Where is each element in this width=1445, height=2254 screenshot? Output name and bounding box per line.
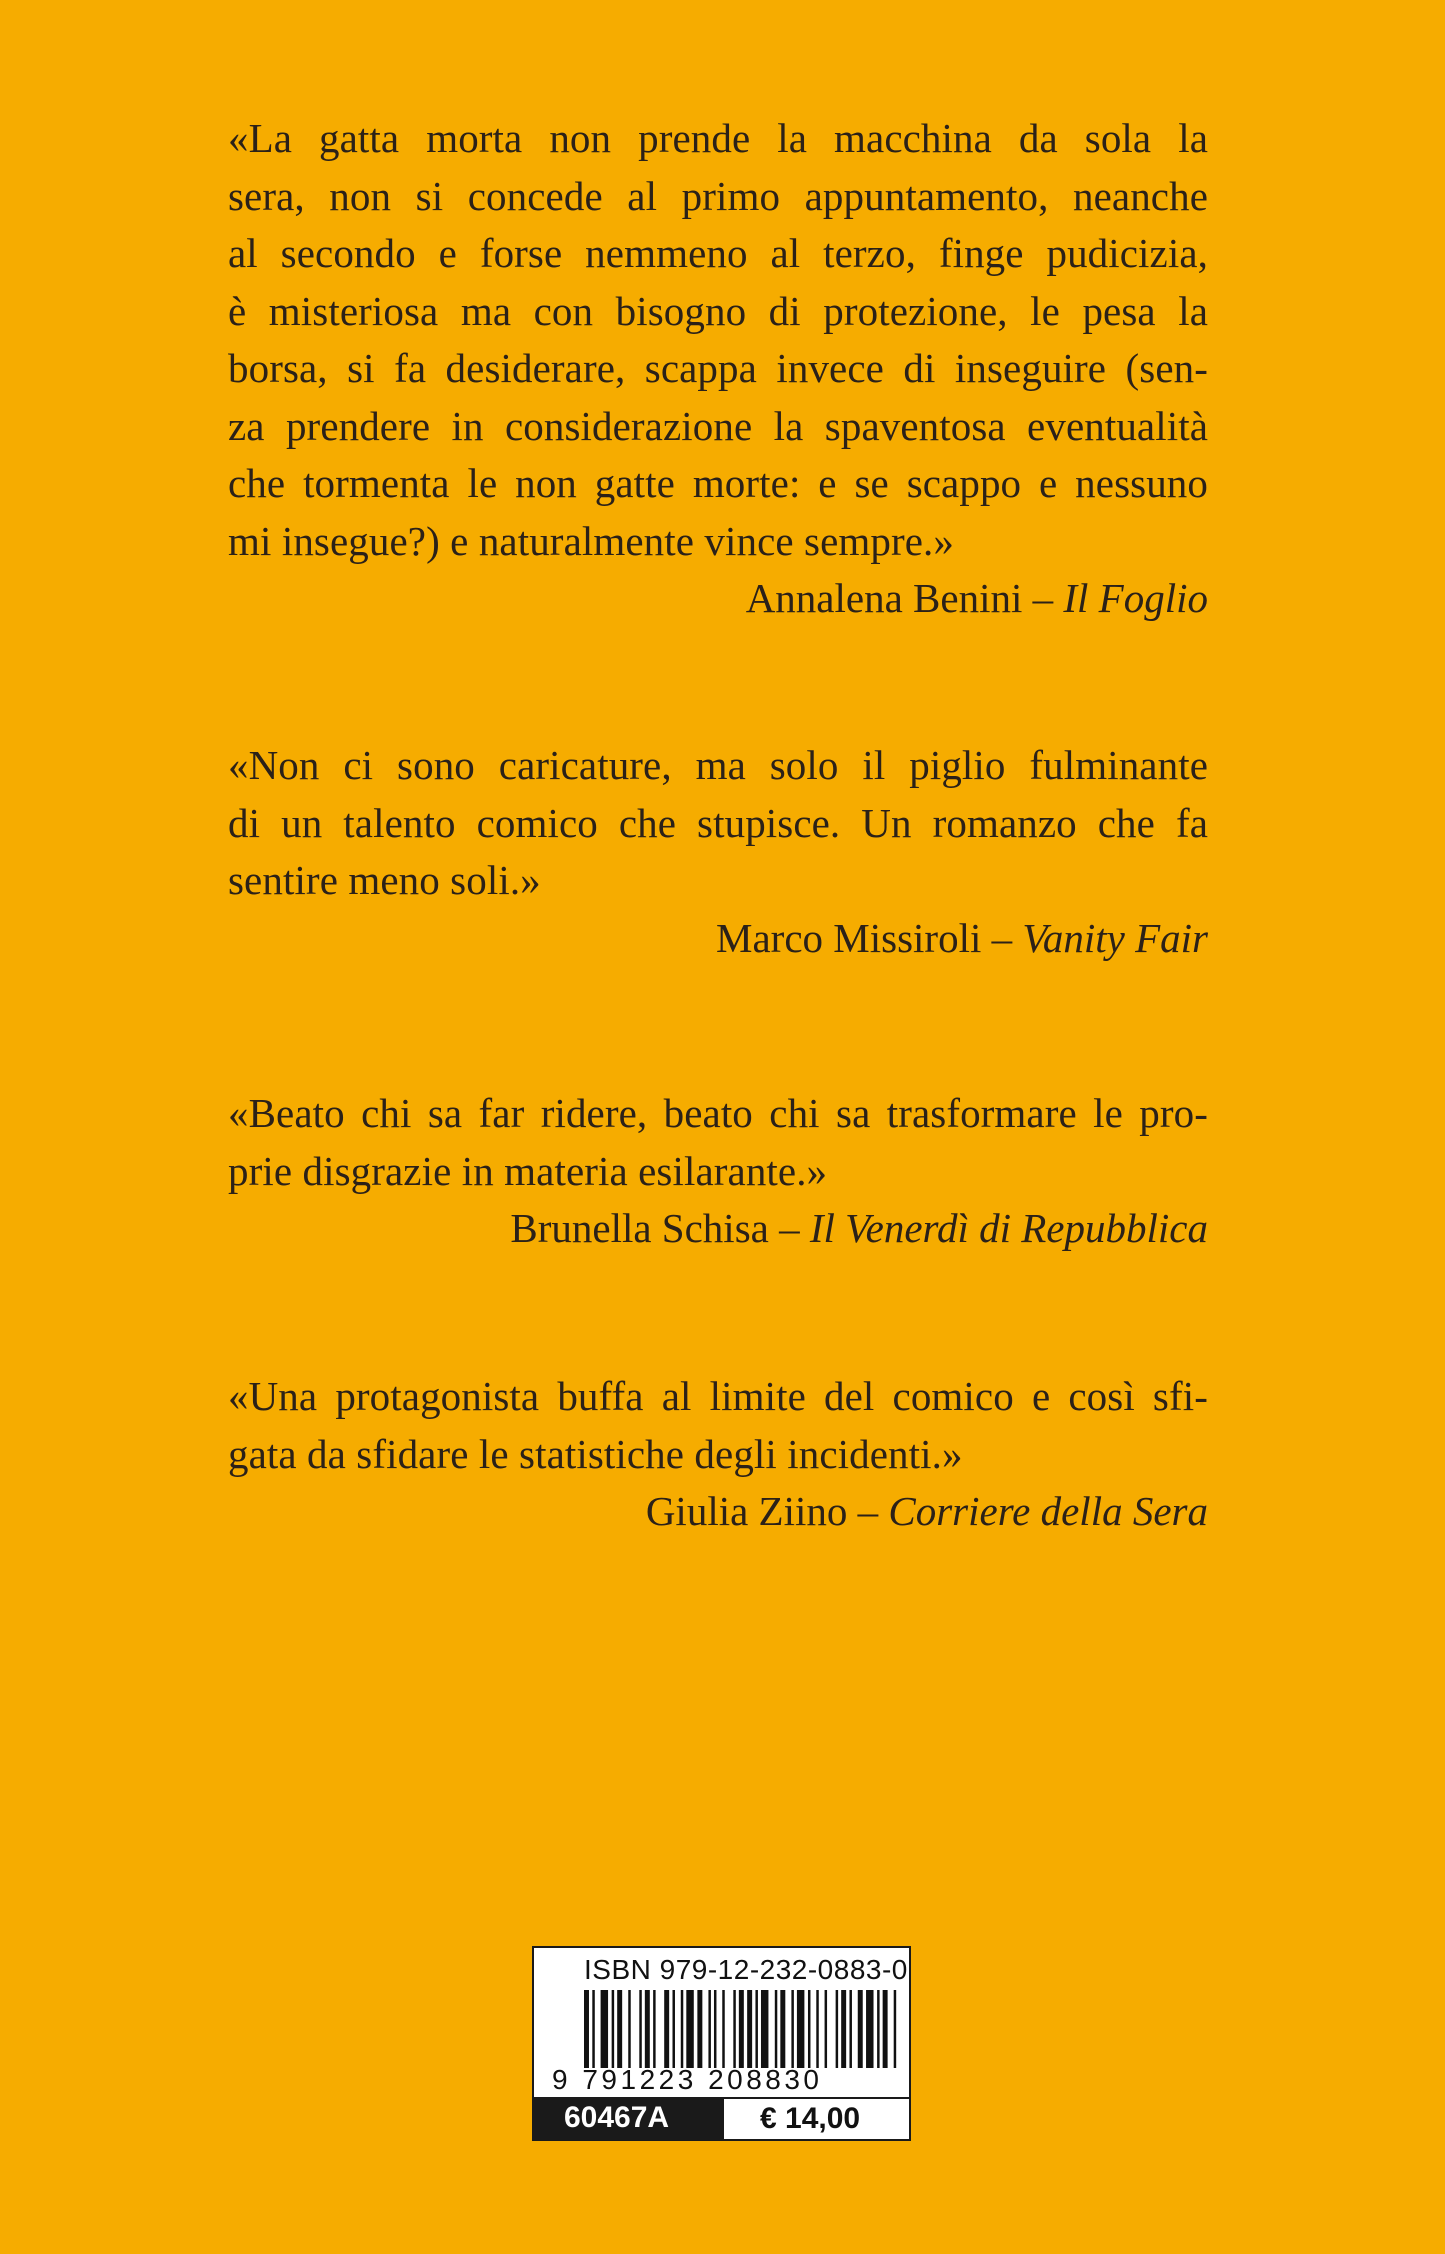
- barcode-bar: [653, 1990, 655, 2068]
- product-code: 60467A: [534, 2097, 722, 2139]
- attribution-author: Giulia Ziino –: [645, 1488, 889, 1534]
- review-quote-2: [228, 737, 1208, 967]
- barcode-bar: [639, 1990, 641, 2068]
- barcode-bar: [866, 1990, 873, 2068]
- quote-line: za prendere in considerazione la spaventosa eventualità: [228, 402, 1208, 449]
- quote-text: [228, 1085, 1208, 1200]
- barcode-bar: [849, 1990, 851, 2068]
- barcode-bar: [697, 1990, 702, 2068]
- barcode-bar: [686, 1990, 693, 2068]
- barcode-bar: [733, 1990, 735, 2068]
- barcode-bar: [883, 1990, 888, 2068]
- barcode-bar: [612, 1990, 614, 2068]
- barcode-bar: [722, 1990, 724, 2068]
- barcode-bar: [836, 1990, 838, 2068]
- price: € 14,00: [722, 2097, 909, 2139]
- quote-text: [228, 737, 1208, 910]
- barcode-icon: [584, 1990, 902, 2068]
- barcode-bar: [775, 1990, 777, 2068]
- attribution-author: Annalena Benini –: [745, 575, 1064, 621]
- quote-line: «Beato chi sa far ridere, beato chi sa trasformare le pro-: [228, 1090, 1208, 1136]
- review-quote-4: [228, 1368, 1208, 1541]
- barcode-bar: [858, 1990, 863, 2068]
- review-quote-3: [228, 1085, 1208, 1258]
- barcode-bar: [797, 1990, 804, 2068]
- barcode-bar: [714, 1990, 716, 2068]
- barcode-bar: [816, 1990, 818, 2068]
- barcode-bar: [645, 1990, 650, 2068]
- barcode-bar: [894, 1990, 896, 2068]
- quote-line: «Non ci sono caricature, ma solo il piglio fulminante: [228, 742, 1208, 788]
- quote-attribution: [228, 1200, 1208, 1258]
- quote-attribution: [228, 1483, 1208, 1541]
- barcode-bar: [708, 1990, 710, 2068]
- barcode-bar: [780, 1990, 785, 2068]
- quote-line: mi insegue?) e naturalmente vince sempre.»: [228, 517, 954, 564]
- quote-line: «Una protagonista buffa al limite del comico e così sfi-: [228, 1373, 1208, 1419]
- barcode-bar: [791, 1990, 793, 2068]
- barcode-bar: [825, 1990, 827, 2068]
- attribution-source: Corriere della Sera: [888, 1488, 1208, 1534]
- quote-line: gata da sfidare le statistiche degli incidenti.»: [228, 1430, 963, 1477]
- isbn-label: ISBN 979-12-232-0883-0: [584, 1954, 908, 1985]
- quote-attribution: [228, 570, 1208, 628]
- quote-line: sera, non si concede al primo appuntamento, neanche: [228, 172, 1208, 219]
- barcode-bar: [584, 1990, 589, 2068]
- quote-line: «La gatta morta non prende la macchina da sola la: [228, 115, 1208, 161]
- barcode-bar: [681, 1990, 683, 2068]
- barcode-bar: [664, 1990, 669, 2068]
- barcode-box: [532, 1946, 911, 2141]
- quote-line: sentire meno soli.»: [228, 857, 541, 903]
- quote-line: prie disgrazie in materia esilarante.»: [228, 1147, 828, 1194]
- barcode-bar: [739, 1990, 744, 2068]
- barcode-bar: [617, 1990, 622, 2068]
- barcode-bar: [841, 1990, 846, 2068]
- attribution-source: Il Foglio: [1063, 575, 1208, 621]
- barcode-bar: [755, 1990, 757, 2068]
- attribution-source: Vanity Fair: [1022, 914, 1208, 961]
- attribution-source: Il Venerdì di Repubblica: [809, 1205, 1208, 1251]
- barcode-bar: [628, 1990, 630, 2068]
- quote-line: di un talento comico che stupisce. Un romanzo che fa: [228, 799, 1208, 846]
- quote-line: al secondo e forse nemmeno al terzo, finge pudicizia,: [228, 230, 1208, 276]
- quote-line: che tormenta le non gatte morte: e se scappo e nessuno: [228, 460, 1208, 506]
- barcode-bar: [808, 1990, 810, 2068]
- attribution-author: Brunella Schisa –: [510, 1205, 810, 1251]
- quote-attribution: [228, 910, 1208, 968]
- barcode-bar: [877, 1990, 879, 2068]
- barcode-bar: [601, 1990, 608, 2068]
- barcode-digits: 9 791223 208830: [552, 2064, 823, 2095]
- quote-text: [228, 110, 1208, 570]
- barcode-bar: [747, 1990, 752, 2068]
- quote-line: è misteriosa ma con bisogno di protezione, le pesa la: [228, 287, 1208, 334]
- review-quote-1: [228, 110, 1208, 628]
- quote-text: [228, 1368, 1208, 1483]
- barcode-bar: [672, 1990, 674, 2068]
- attribution-author: Marco Missiroli –: [716, 914, 1023, 961]
- barcode-bar: [592, 1990, 594, 2068]
- barcode-bar: [761, 1990, 768, 2068]
- quote-line: borsa, si fa desiderare, scappa invece di inseguire (sen-: [228, 345, 1208, 391]
